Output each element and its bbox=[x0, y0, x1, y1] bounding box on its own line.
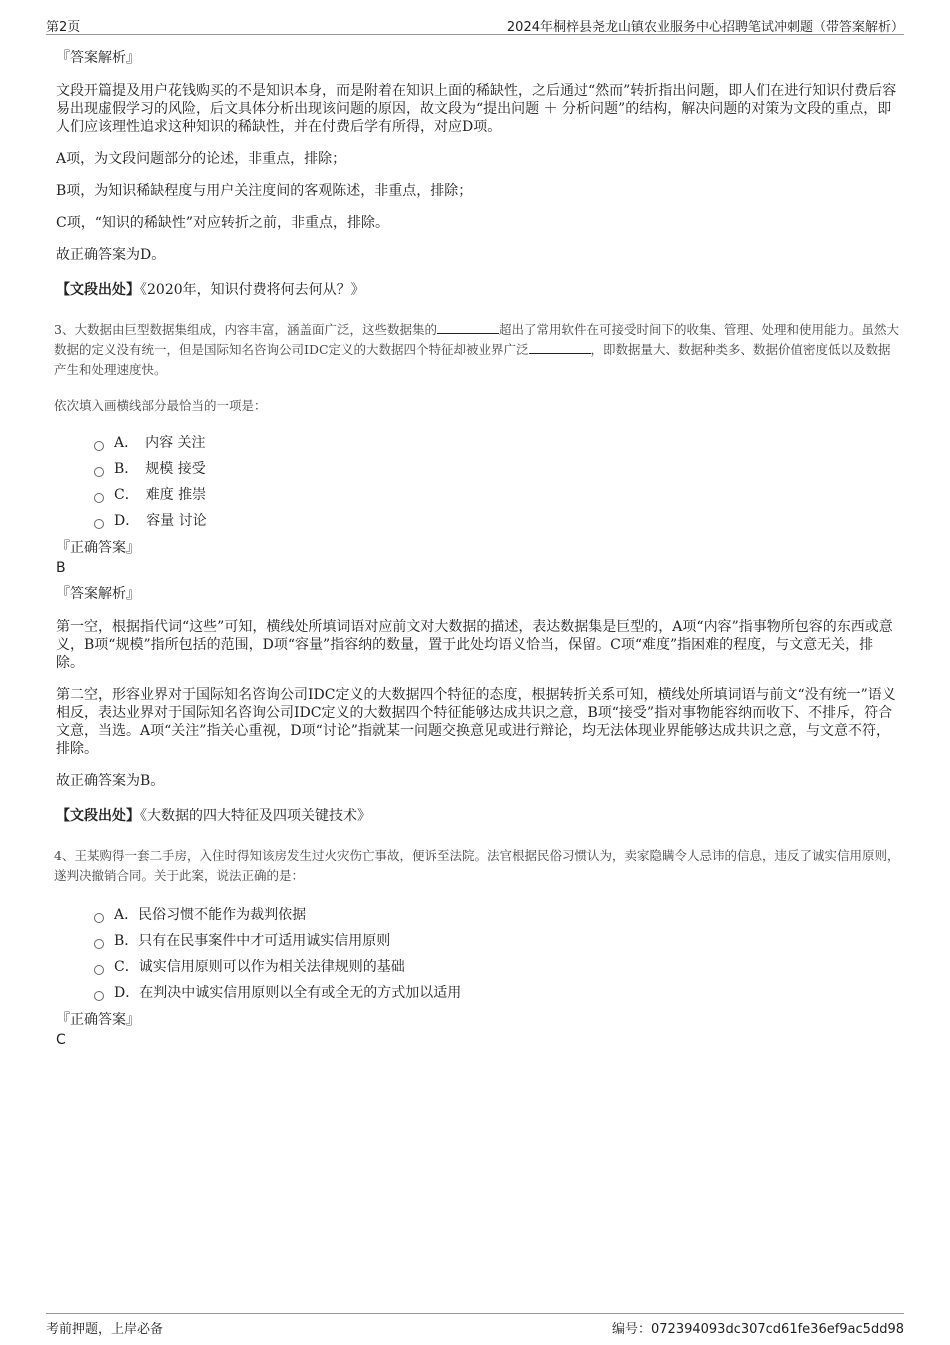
source-label: 【文段出处】 bbox=[56, 808, 140, 824]
source-label: 【文段出处】 bbox=[56, 282, 140, 298]
analysis-paragraph: 文段开篇提及用户花钱购买的不是知识本身，而是附着在知识上面的稀缺性，之后通过“然而”转折指出问题，即人们在进行知识付费后容易出现虚假学习的风险，后文具体分析出现该问题的原因，故文段为“提出问题 ＋ 分析问题”的结构，解决问题的对策为文段的重点，即人们应该理性追求这种知识的稀缺性，并在付费后学有所得，对应D项。 bbox=[56, 83, 897, 135]
footer-slogan: 考前押题，上岸必备 bbox=[46, 1322, 164, 1337]
question-3-options bbox=[94, 430, 900, 534]
option-c[interactable]: C． 难度 推崇 bbox=[94, 482, 900, 508]
source-title: 《2020年，知识付费将何去何从？》 bbox=[140, 282, 365, 298]
radio-icon[interactable] bbox=[94, 519, 104, 529]
source-citation bbox=[56, 280, 900, 300]
radio-icon[interactable] bbox=[94, 493, 104, 503]
radio-icon[interactable] bbox=[94, 913, 104, 923]
radio-icon[interactable] bbox=[94, 467, 104, 477]
fill-blank bbox=[437, 321, 499, 334]
source-title: 《大数据的四大特征及四项关键技术》 bbox=[140, 808, 371, 824]
analysis-heading: 『答案解析』 bbox=[56, 50, 140, 66]
radio-icon[interactable] bbox=[94, 965, 104, 975]
stem-text: 超出了常用软件在可接受时间下的收集、管理、处理和使用能力。虽然大数据的定义没有统一，但是国际知名咨询公司IDC定义的大数据四个特征却被业界广泛 bbox=[54, 322, 899, 357]
question-prompt: 依次填入画横线部分最恰当的一项是： bbox=[54, 398, 267, 413]
option-c[interactable]: C．诚实信用原则可以作为相关法律规则的基础 bbox=[94, 954, 900, 980]
option-d[interactable]: D． 容量 讨论 bbox=[94, 508, 900, 534]
question-4-stem: 4、王某购得一套二手房，入住时得知该房发生过火灾伤亡事故，便诉至法院。法官根据民俗习惯认为，卖家隐瞒令人忌讳的信息，违反了诚实信用原则，遂判决撤销合同。关于此案，说法正确的是： bbox=[54, 848, 900, 883]
document-title: 2024年桐梓县尧龙山镇农业服务中心招聘笔试冲刺题（带答案解析） bbox=[506, 20, 904, 35]
question-3-stem bbox=[54, 320, 900, 380]
main-content bbox=[56, 42, 900, 1050]
page-footer bbox=[46, 1313, 904, 1337]
analysis-conclusion: 故正确答案为B。 bbox=[56, 773, 165, 789]
answer-heading: 『正确答案』 bbox=[56, 540, 140, 556]
fill-blank bbox=[529, 341, 591, 354]
radio-icon[interactable] bbox=[94, 939, 104, 949]
analysis-paragraph: 第一空，根据指代词“这些”可知，横线处所填词语对应前文对大数据的描述，表达数据集是巨型的，A项“内容”指事物所包容的东西或意义，B项“规模”指所包括的范围，D项“容量”指容纳的数量，置于此处均语义恰当，保留。C项“难度”指困难的程度，与文意无关，排除。 bbox=[56, 619, 893, 671]
option-a[interactable]: A． 内容 关注 bbox=[94, 430, 900, 456]
option-b[interactable]: B．只有在民事案件中才可适用诚实信用原则 bbox=[94, 928, 900, 954]
correct-answer: B bbox=[56, 560, 66, 576]
option-d[interactable]: D．在判决中诚实信用原则以全有或全无的方式加以适用 bbox=[94, 980, 900, 1006]
answer-heading: 『正确答案』 bbox=[56, 1012, 140, 1028]
question-4-options bbox=[94, 902, 900, 1006]
stem-text: ，即数据量大、数据种类多、数据价值密度低以及数据产生和处理速度快。 bbox=[54, 342, 891, 377]
radio-icon[interactable] bbox=[94, 991, 104, 1001]
analysis-conclusion: 故正确答案为D。 bbox=[56, 247, 166, 263]
correct-answer: C bbox=[56, 1032, 66, 1048]
analysis-paragraph: A项，为文段问题部分的论述，非重点，排除； bbox=[56, 151, 347, 167]
analysis-paragraph: 第二空，形容业界对于国际知名咨询公司IDC定义的大数据四个特征的态度，根据转折关系可知，横线处所填词语与前文“没有统一”语义相反，表达业界对于国际知名咨询公司IDC定义的大数据四个特征能够达成共识之意，B项“接受”指对事物能容纳而收下、不排斥，符合文意，当选。A项“关注”指关心重视，D项“讨论”指就某一问题交换意见或进行辩论，均无法体现业界能够达成共识之意，与文意不符，排除。 bbox=[56, 687, 896, 757]
analysis-heading: 『答案解析』 bbox=[56, 586, 140, 602]
radio-icon[interactable] bbox=[94, 441, 104, 451]
page-header bbox=[46, 14, 904, 35]
option-a[interactable]: A．民俗习惯不能作为裁判依据 bbox=[94, 902, 900, 928]
page-number: 第2页 bbox=[46, 20, 81, 35]
stem-text: 3、大数据由巨型数据集组成，内容丰富，涵盖面广泛，这些数据集的 bbox=[54, 322, 437, 337]
analysis-paragraph: B项，为知识稀缺程度与用户关注度间的客观陈述，非重点，排除； bbox=[56, 183, 473, 199]
option-b[interactable]: B． 规模 接受 bbox=[94, 456, 900, 482]
document-code: 编号：072394093dc307cd61fe36ef9ac5dd98 bbox=[612, 1322, 904, 1337]
analysis-paragraph: C项，“知识的稀缺性”对应转折之前，非重点，排除。 bbox=[56, 215, 390, 231]
source-citation bbox=[56, 806, 900, 826]
